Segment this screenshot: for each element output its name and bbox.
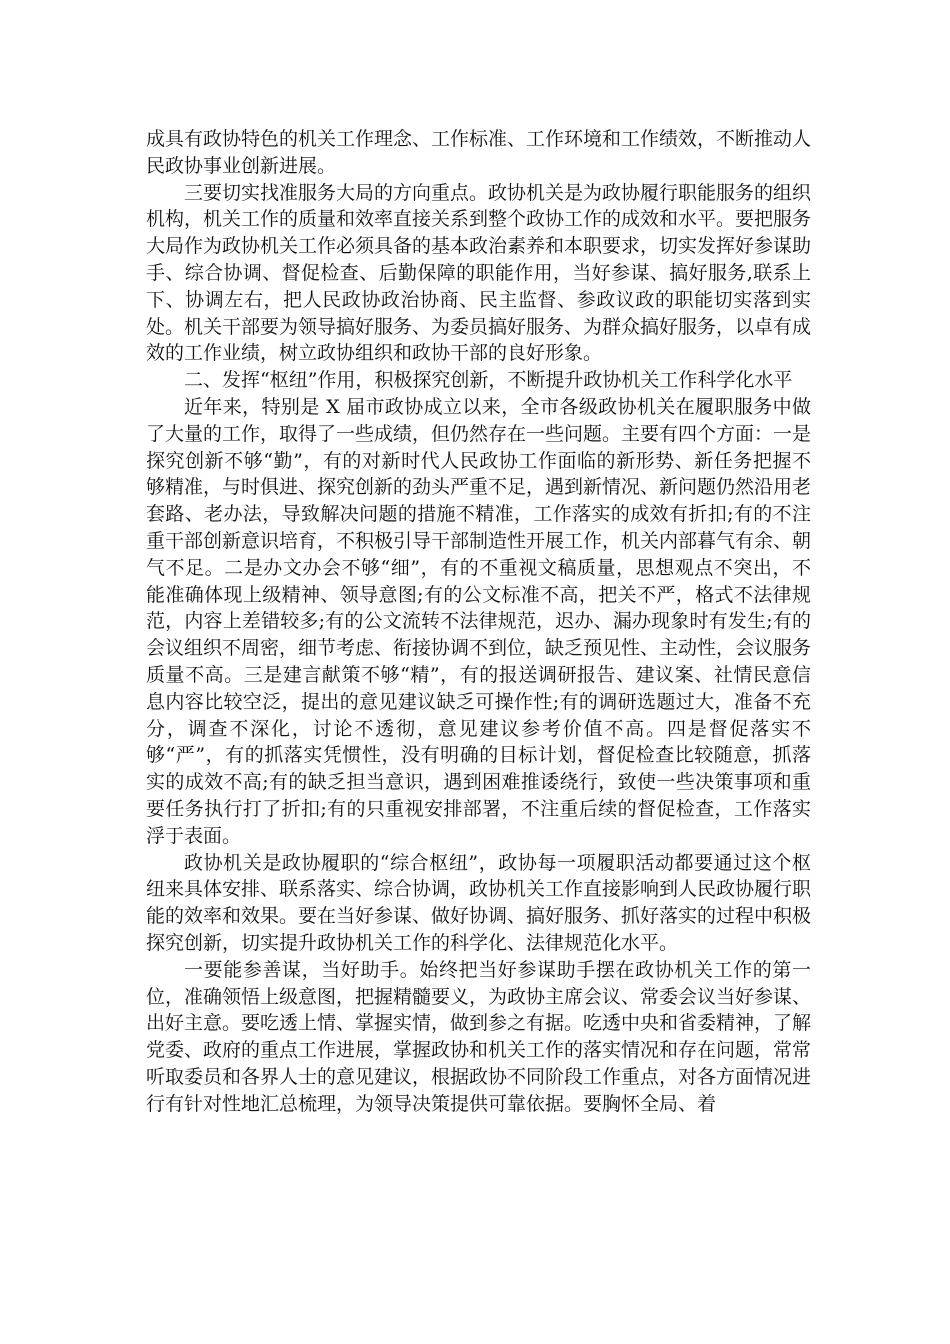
paragraph-advisor: 一要能参善谋，当好助手。始终把当好参谋助手摆在政协机关工作的第一位，准确领悟上级意图，把握精髓要义，为政协主席会议、常委会议当好参谋、出好主意。要吃透上情、掌握实情，做到参之有据。吃透中央和省委精神，了解党委、政府的重点工作进展，掌握政协和机关工作的落实情况和存在问题，常常听取委员和各界人士的意见建议，根据政协不同阶段工作重点，对各方面情况进行有针对性地汇总梳理，为领导决策提供可靠依据。要胸怀全局、着 bbox=[146, 958, 812, 1115]
paragraph-serve-overall: 三要切实找准服务大局的方向重点。政协机关是为政协履行职能服务的组织机构，机关工作的质量和效率直接关系到整个政协工作的成效和水平。要把服务大局作为政协机关工作必须具备的基本政治素养和本职要求，切实发挥好参谋助手、综合协调、督促检查、后勤保障的职能作用，当好参谋、搞好服务,联系上下、协调左右，把人民政协政治协商、民主监督、参政议政的职能切实落到实处。机关干部要为领导搞好服务、为委员搞好服务、为群众搞好服务，以卓有成效的工作业绩，树立政协组织和政协干部的良好形象。 bbox=[146, 181, 812, 365]
section-heading-2: 二、发挥“枢纽”作用，积极探究创新，不断提升政协机关工作科学化水平 bbox=[184, 369, 793, 392]
paragraph-continuation: 成具有政协特色的机关工作理念、工作标准、工作环境和工作绩效，不断推动人民政协事业创新进展。 bbox=[146, 128, 812, 177]
paragraph-hub: 政协机关是政协履职的“综合枢纽”，政协每一项履职活动都要通过这个枢纽来具体安排、联系落实、综合协调，政协机关工作直接影响到人民政协履行职能的效率和效果。要在当好参谋、做好协调、搞好服务、抓好落实的过程中积极探究创新，切实提升政协机关工作的科学化、法律规范化水平。 bbox=[146, 851, 812, 954]
paragraph-problems: 近年来，特别是 X 届市政协成立以来，全市各级政协机关在履职服务中做了大量的工作，取得了一些成绩，但仍然存在一些问题。主要有四个方面：一是探究创新不够“勤”，有的对新时代人民政协工作面临的新形势、新任务把握不够精准，与时俱进、探究创新的劲头严重不足，遇到新情况、新问题仍然沿用老套路、老办法，导致解决问题的措施不精准，工作落实的成效有折扣;有的不注重干部创新意识培育，不积极引导干部制造性开展工作，机关内部暮气有余、朝气不足。二是办文办会不够“细”，有的不重视文稿质量，思想观点不突出，不能准确体现上级精神、领导意图;有的公文标准不高，把关不严，格式不法律规范，内容上差错较多;有的公文流转不法律规范，迟办、漏办现象时有发生;有的会议组织不周密，细节考虑、衔接协调不到位，缺乏预见性、主动性，会议服务质量不高。三是建言献策不够“精”，有的报送调研报告、建议案、社情民意信息内容比较空泛，提出的意见建议缺乏可操作性;有的调研选题过大，准备不充分，调查不深化，讨论不透彻，意见建议参考价值不高。四是督促落实不够“严”，有的抓落实凭惯性，没有明确的目标计划，督促检查比较随意，抓落实的成效不高;有的缺乏担当意识，遇到困难推诿绕行，致使一些决策事项和重要任务执行打了折扣;有的只重视安排部署，不注重后续的督促检查，工作落实浮于表面。 bbox=[146, 395, 812, 847]
document-page bbox=[146, 126, 811, 1117]
